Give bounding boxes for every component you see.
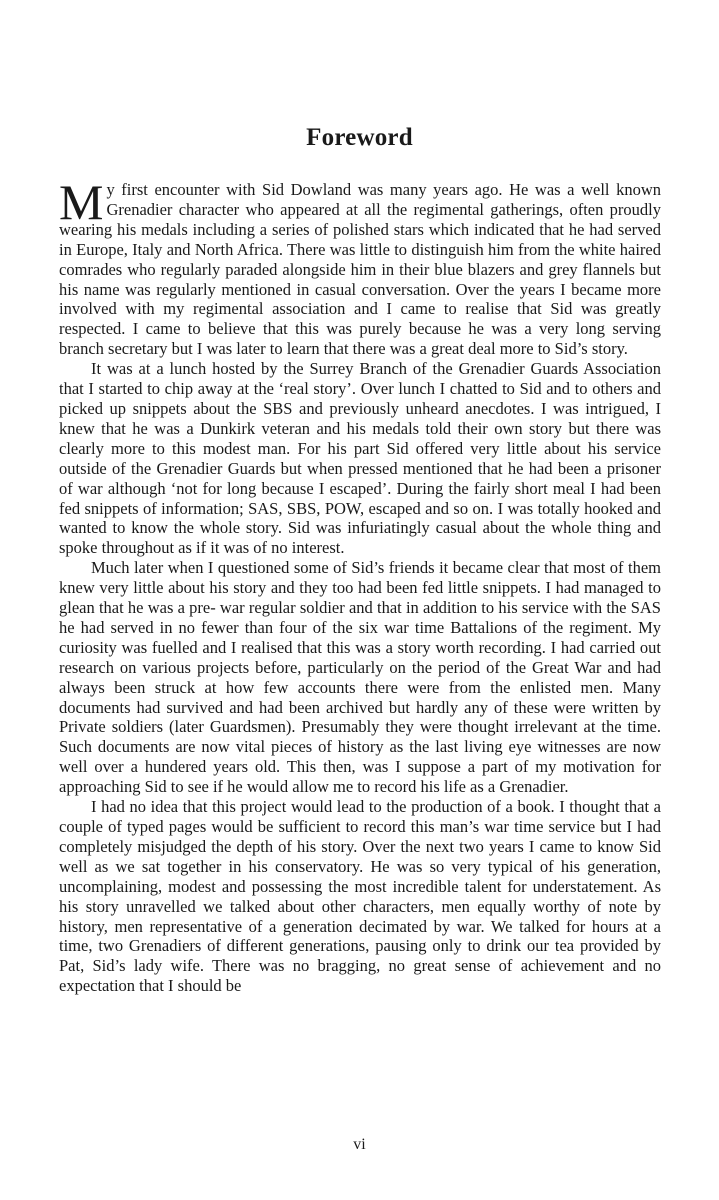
paragraph-3: Much later when I questioned some of Sid’s friends it became clear that most of them knew very little about his story and they too had been fed little snippets. I had managed to glean that he was a pre- war regular soldier and that in addition to his service with the SAS he had served in no fewer than four of the six war time Battalions of the regiment. My curiosity was fuelled and I realised that this was a story worth recording. I had carried out research on various projects before, particularly on the period of the Great War and had always been struck at how few accounts there were from the enlisted men. Many documents had survived and had been archived but hardly any of these were written by Private soldiers (later Guardsmen). Presumably they were thought irrelevant at the time. Such documents are now vital pieces of history as the last living eye witnesses are now well over a hundered years old. This then, was I suppose a part of my motivation for approaching Sid to see if he would allow me to record his life as a Grenadier.: [59, 558, 661, 797]
paragraph-1-text: y first encounter with Sid Dowland was many years ago. He was a well known Grenadier character who appeared at all the regimental gatherings, often proudly wearing his medals including a series of polished stars which indicated that he had served in Europe, Italy and North Africa. There was little to distinguish him from the white haired comrades who regularly paraded alongside him in their blue blazers and grey flannels but his name was regularly mentioned in casual conversation. Over the years I became more involved with my regimental association and I came to realise that Sid was greatly respected. I came to believe that this was purely because he was a very long serving branch secretary but I was later to learn that there was a great deal more to Sid’s story.: [59, 180, 661, 359]
page-number: vi: [353, 1136, 366, 1153]
chapter-title: Foreword: [306, 124, 413, 151]
foreword-body: [59, 174, 661, 996]
drop-cap: M: [59, 174, 104, 230]
paragraph-2: It was at a lunch hosted by the Surrey Branch of the Grenadier Guards Association that I started to chip away at the ‘real story’. Over lunch I chatted to Sid and to others and picked up snippets about the SBS and previously unheard anecdotes. I was intrigued, I knew that he was a Dunkirk veteran and his medals told their own story but there was clearly more to this modest man. For his part Sid offered very little about his service outside of the Grenadier Guards but when pressed mentioned that he had been a prisoner of war although ‘not for long because I escaped’. During the fairly short meal I had been fed snippets of information; SAS, SBS, POW, escaped and so on. I was totally hooked and wanted to know the whole story. Sid was infuriatingly casual about the whole thing and spoke throughout as if it was of no interest.: [59, 359, 661, 558]
paragraph-4: I had no idea that this project would lead to the production of a book. I thought that a couple of typed pages would be sufficient to record this man’s war time service but I had completely misjudged the depth of his story. Over the next two years I came to know Sid well as we sat together in his conservatory. He was so very typical of his generation, uncomplaining, modest and possessing the most incredible talent for understatement. As his story unravelled we talked about other characters, men equally worthy of note by history, men representative of a generation decimated by war. We talked for hours at a time, two Grenadiers of different generations, pausing only to drink our tea provided by Pat, Sid’s lady wife. There was no bragging, no great sense of achievement and no expectation that I should be: [59, 797, 661, 996]
paragraph-1: [59, 174, 661, 359]
